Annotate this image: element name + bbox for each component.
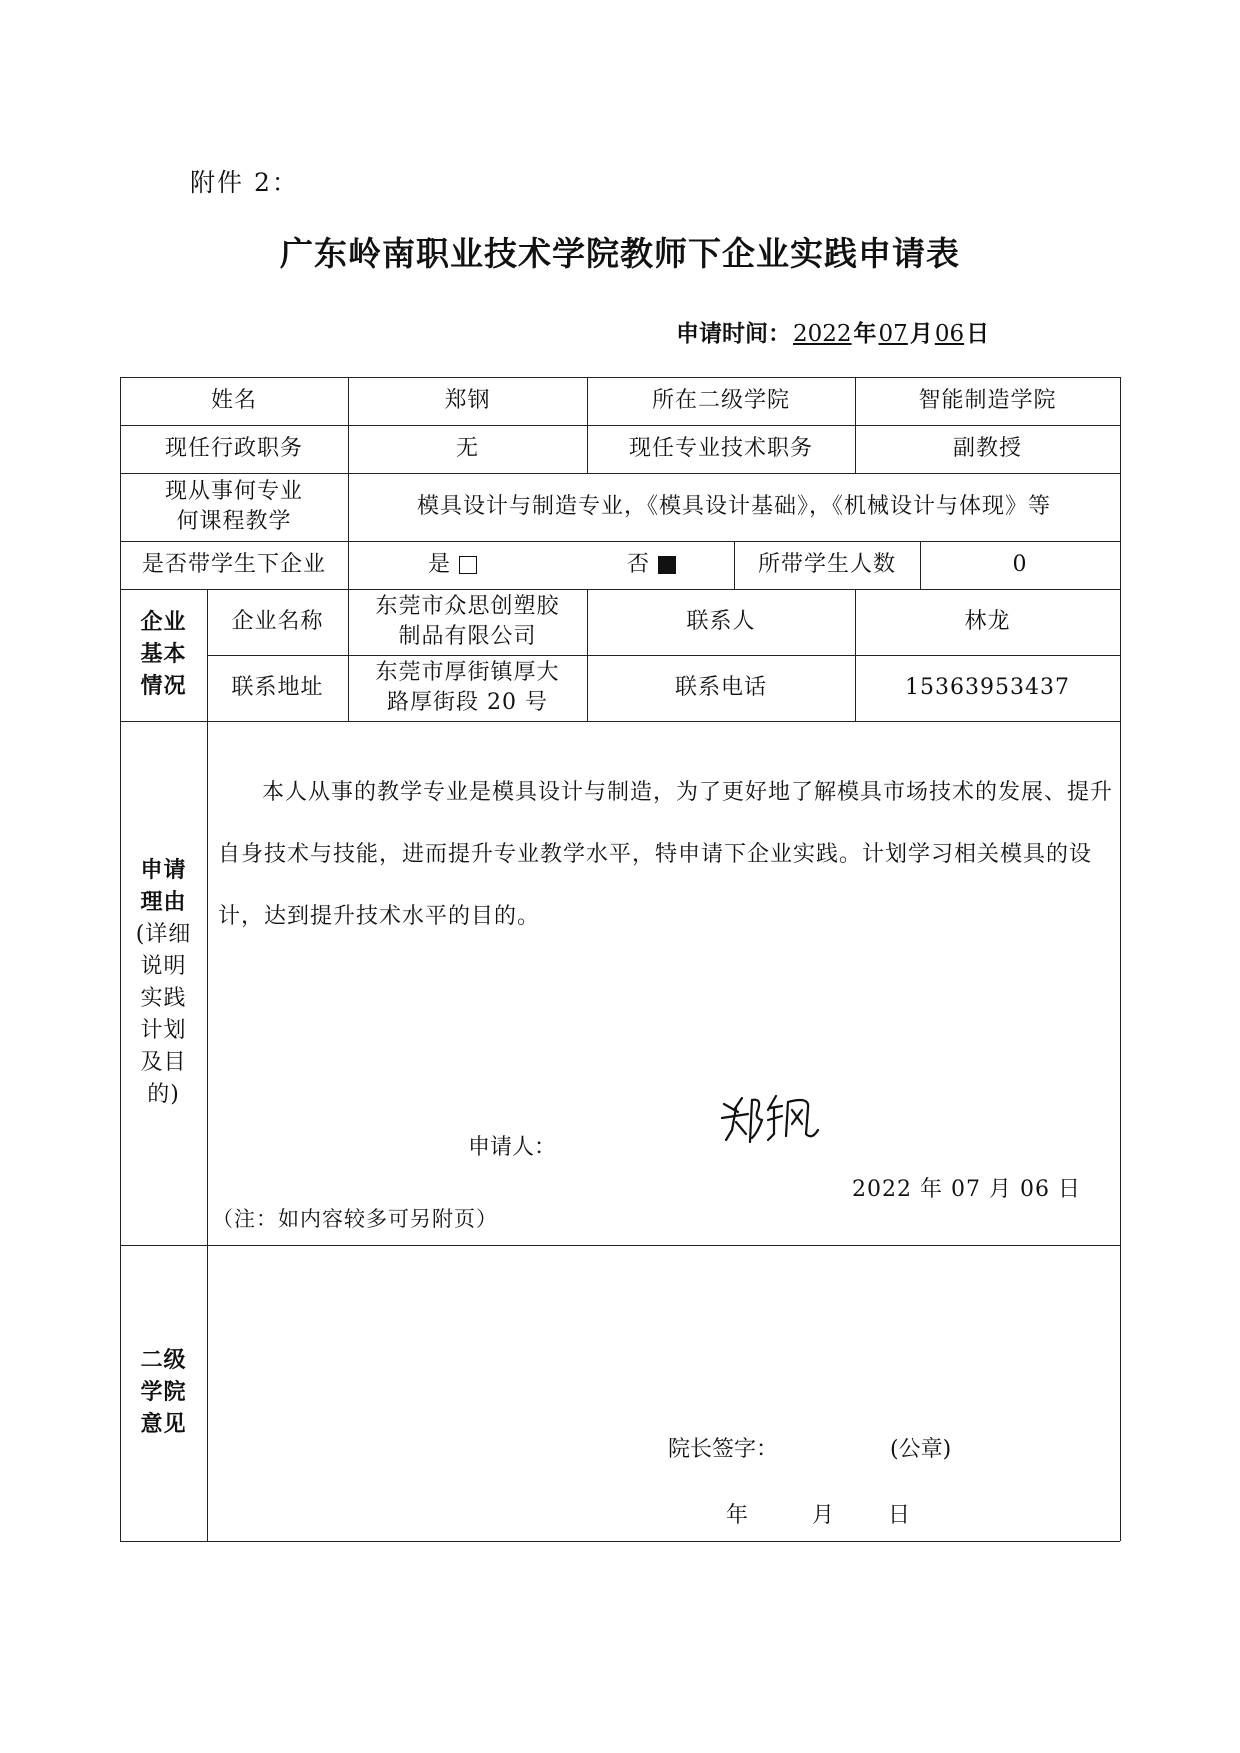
reason-note-line: 及目 — [140, 1050, 187, 1075]
enterprise-name-line: 东莞市众思创塑胶 — [375, 594, 560, 619]
attachment-label: 附件 2： — [190, 168, 299, 197]
applicant-label: 申请人： — [468, 1135, 557, 1160]
applicant-date: 2022 年 07 月 06 日 — [852, 1177, 1081, 1202]
name-label: 姓名 — [210, 387, 257, 413]
tech-title-value: 副教授 — [952, 435, 1022, 461]
reason-label-line: 申请 — [140, 858, 187, 883]
grid-line — [120, 1541, 1120, 1542]
yes-option-label: 是 — [428, 551, 452, 577]
name-value: 郑钢 — [444, 387, 491, 413]
apply-day-unit: 日 — [966, 321, 990, 347]
teaching-label-line1: 现从事何专业 — [164, 479, 303, 504]
phone-value: 15363953437 — [905, 674, 1070, 700]
enterprise-name-label: 企业名称 — [231, 608, 324, 634]
reason-note-line: 说明 — [140, 954, 187, 979]
teaching-value: 模具设计与制造专业，《模具设计基础》，《机械设计与体现》等 — [416, 493, 1051, 519]
address-label: 联系地址 — [231, 674, 324, 700]
college-value: 智能制造学院 — [918, 387, 1057, 413]
grid-line — [207, 589, 208, 1541]
enterprise-name-value — [348, 589, 587, 655]
address-line: 东莞市厚街镇厚大 — [375, 660, 560, 685]
enterprise-label-line: 情况 — [140, 674, 187, 699]
opinion-month-label: 月 — [812, 1503, 835, 1528]
apply-year-unit: 年 — [853, 321, 877, 347]
admin-position-label: 现任行政职务 — [164, 435, 303, 461]
bring-students-label: 是否带学生下企业 — [141, 551, 326, 577]
reason-note-line: 实践 — [140, 986, 187, 1011]
reason-note-line: (详细 — [135, 922, 192, 947]
reason-note-line: 的) — [147, 1082, 180, 1107]
college-opinion-label-line: 二级 — [140, 1348, 187, 1373]
apply-month: 07 — [878, 321, 908, 347]
opinion-day-label: 日 — [888, 1503, 911, 1528]
college-opinion-label — [120, 1245, 207, 1541]
teaching-label-line2: 何课程教学 — [176, 509, 292, 534]
address-line: 路厚街段 20 号 — [387, 690, 548, 715]
admin-position-value: 无 — [455, 435, 479, 461]
attachment-note: （注：如内容较多可另附页） — [212, 1207, 498, 1231]
yes-checkbox[interactable] — [459, 556, 477, 574]
bring-students-options — [348, 541, 734, 589]
reason-note-line: 计划 — [140, 1018, 187, 1043]
no-checkbox[interactable] — [658, 556, 676, 574]
college-opinion-label-line: 学院 — [140, 1380, 187, 1405]
form-title: 广东岭南职业技术学院教师下企业实践申请表 — [280, 234, 960, 273]
phone-label: 联系电话 — [674, 674, 767, 700]
grid-line — [120, 1245, 1120, 1246]
apply-date — [676, 315, 989, 348]
student-count-value: 0 — [1012, 551, 1028, 577]
contact-value: 林龙 — [964, 608, 1011, 634]
applicant-signature — [718, 1090, 828, 1146]
enterprise-section-label — [120, 589, 207, 721]
official-seal-label: (公章) — [890, 1437, 952, 1462]
reason-section-label — [120, 721, 207, 1245]
college-label: 所在二级学院 — [651, 387, 790, 413]
enterprise-name-line: 制品有限公司 — [398, 624, 537, 649]
reason-text: 本人从事的教学专业是模具设计与制造，为了更好地了解模具市场技术的发展、提升自身技术与技能，进而提升专业教学水平，特申请下企业实践。计划学习相关模具的设计，达到提升技术水平的目的。 — [218, 780, 1114, 929]
grid-line — [1120, 377, 1121, 1541]
teaching-label — [120, 473, 348, 541]
student-count-label: 所带学生人数 — [757, 551, 896, 577]
tech-title-label: 现任专业技术职务 — [628, 435, 813, 461]
enterprise-label-line: 企业 — [140, 610, 187, 635]
apply-year: 2022 — [793, 321, 852, 347]
opinion-year-label: 年 — [726, 1503, 749, 1528]
grid-line — [120, 721, 1120, 722]
college-opinion-label-line: 意见 — [140, 1412, 187, 1437]
apply-date-label: 申请时间： — [676, 321, 791, 347]
enterprise-label-line: 基本 — [140, 642, 187, 667]
dean-signature-label: 院长签字： — [668, 1437, 779, 1462]
apply-day: 06 — [934, 321, 965, 347]
apply-month-unit: 月 — [909, 321, 933, 347]
no-option-label: 否 — [627, 551, 651, 577]
address-value — [348, 655, 587, 721]
reason-label-line: 理由 — [140, 890, 187, 915]
contact-label: 联系人 — [686, 608, 756, 634]
